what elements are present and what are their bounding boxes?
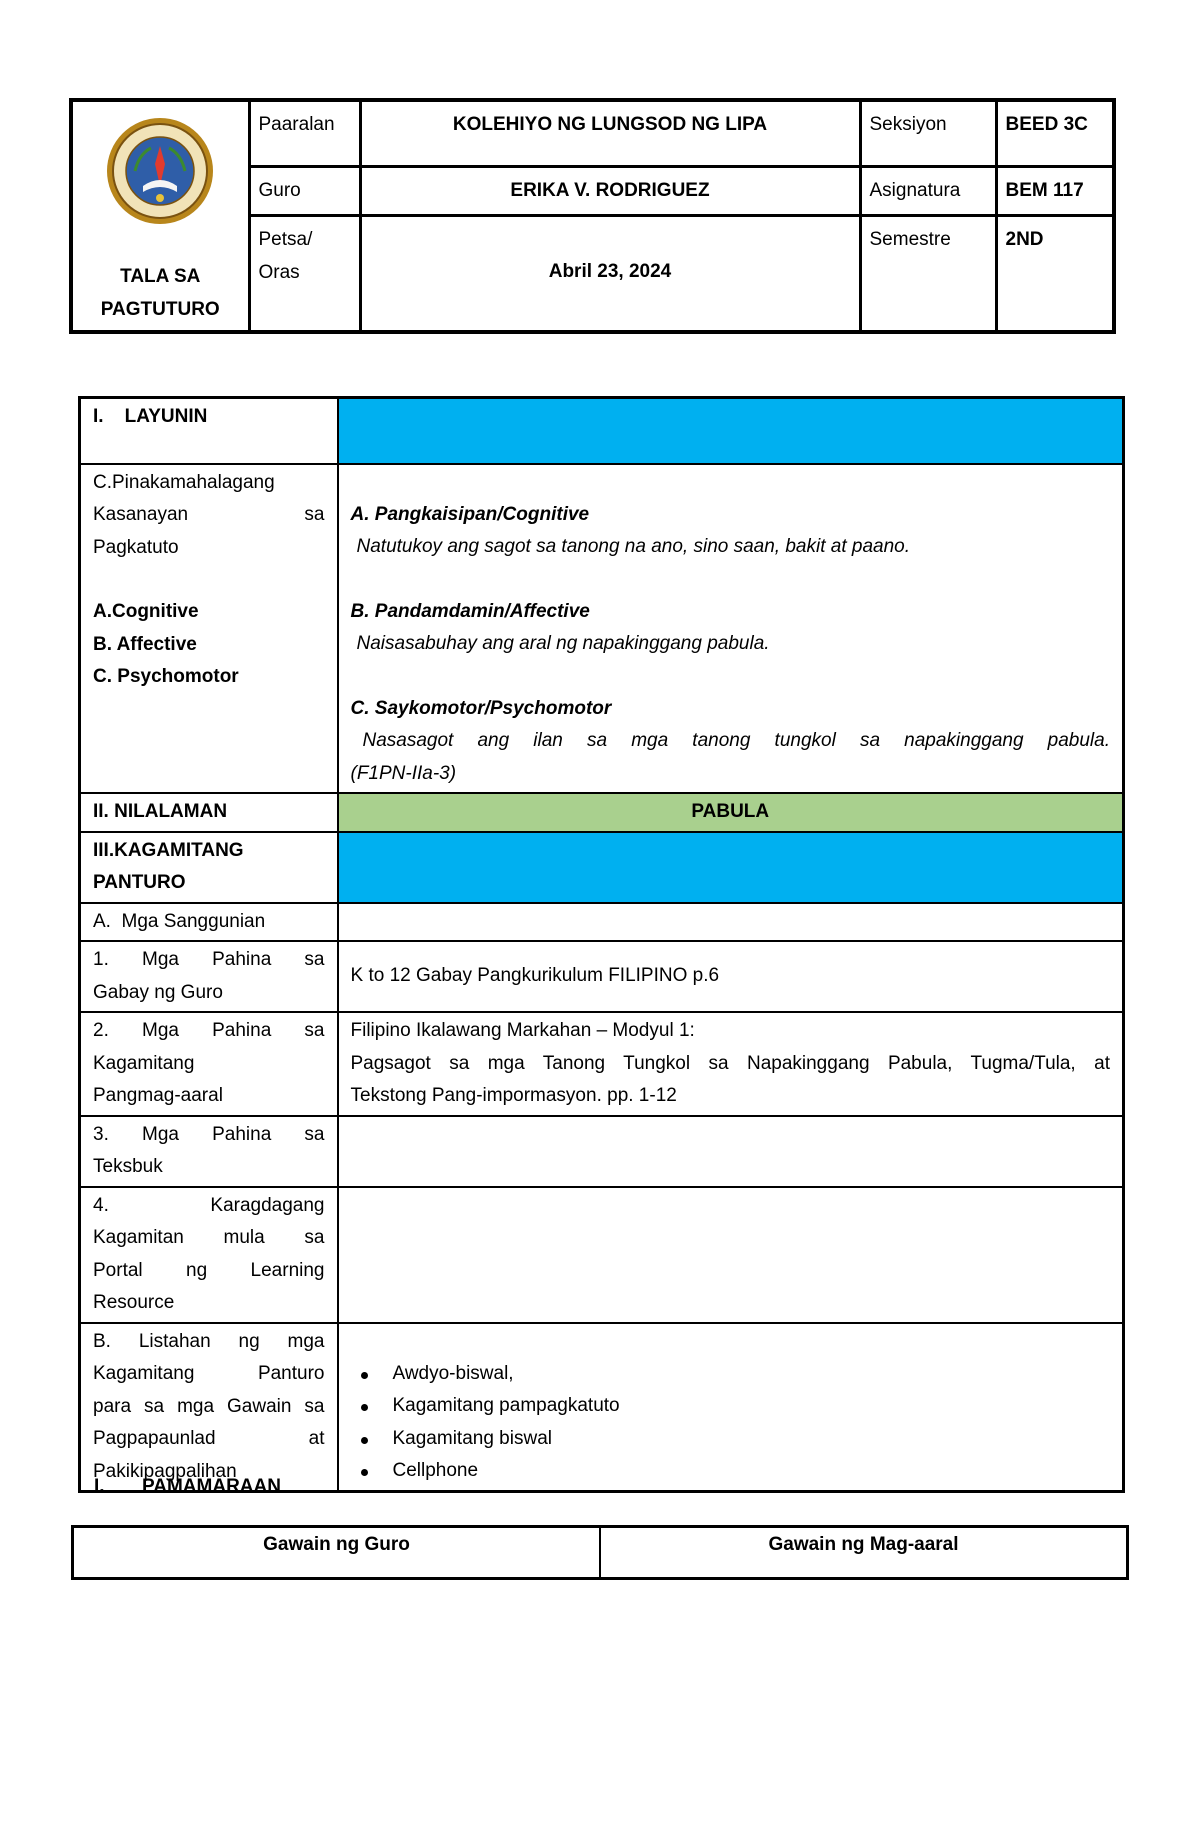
row4-left-line1: 4. Karagdagang [93, 1194, 325, 1216]
guro-value: ERIKA V. RODRIGUEZ [360, 166, 860, 215]
psychomotor-label: C. Psychomotor [93, 666, 239, 687]
cognitive-text: Natutukoy ang sagot sa tanong na ano, sino saan, bakit at paano. [356, 536, 911, 557]
seksiyon-label: Seksiyon [860, 100, 996, 166]
list-item: Awdyo-biswal, [351, 1358, 1111, 1391]
pamamaraan-heading [94, 1476, 281, 1498]
rowB-left-line3: para sa mga Gawain sa [93, 1395, 325, 1417]
left-line2a: Kasanayan [93, 504, 189, 525]
row2-left-line1: 2. Mga Pahina sa [93, 1020, 325, 1041]
row3-right [338, 1116, 1124, 1187]
list-item: Kagamitang pampagkatuto [351, 1390, 1111, 1423]
lesson-table [78, 396, 1125, 1493]
semestre-label: Semestre [860, 215, 996, 332]
rowB-right [338, 1323, 1124, 1492]
kagamitan-label-line1: III.KAGAMITANG [93, 839, 244, 861]
petsa-label-line2: Oras [258, 261, 300, 283]
rowB-left-line5: Pakikipagpalihan [93, 1460, 237, 1482]
layunin-right-cell [338, 464, 1124, 794]
seksiyon-value: BEED 3C [996, 100, 1114, 166]
sanggunian-value [338, 903, 1124, 942]
list-item: Kagamitang biswal [351, 1423, 1111, 1456]
left-line1: C.Pinakamahalagang [93, 471, 275, 493]
row1-left-line2: Gabay ng Guro [93, 981, 223, 1003]
sanggunian-label: A. Mga Sanggunian [80, 903, 338, 942]
materials-list [351, 1358, 1111, 1488]
row2-left-line3: Pangmag-aaral [93, 1085, 223, 1106]
asignatura-value: BEM 117 [996, 166, 1114, 215]
layunin-title: I. LAYUNIN [80, 398, 338, 464]
nilalaman-label: II. NILALAMAN [80, 793, 338, 832]
gawain-mag-aaral-header: Gawain ng Mag-aaral [600, 1527, 1128, 1579]
row2-right-line2: Pagsagot sa mga Tanong Tungkol sa Napakinggang Pabula, Tugma/Tula, at [350, 1052, 1110, 1074]
pamamaraan-num: I. [94, 1476, 105, 1497]
petsa-value: Abril 23, 2024 [360, 215, 860, 332]
asignatura-label: Asignatura [860, 166, 996, 215]
gawain-guro-header: Gawain ng Guro [73, 1527, 601, 1579]
affective-heading: B. Pandamdamin/Affective [350, 600, 590, 622]
row1-right: K to 12 Gabay Pangkurikulum FILIPINO p.6 [338, 941, 1124, 1012]
left-line2b: sa [304, 504, 325, 525]
row2-left [80, 1012, 338, 1116]
college-seal-icon [105, 116, 215, 226]
nilalaman-value: PABULA [338, 793, 1124, 832]
row4-left [80, 1187, 338, 1323]
row3-left [80, 1116, 338, 1187]
paaralan-label: Paaralan [249, 100, 360, 166]
row2-right-line1: Filipino Ikalawang Markahan – Modyul 1: [350, 1020, 695, 1041]
row3-left-line2: Teksbuk [93, 1156, 163, 1177]
petsa-label-line1: Petsa/ [258, 228, 313, 250]
cognitive-heading: A. Pangkaisipan/Cognitive [350, 503, 590, 525]
tala-label: TALA SA PAGTUTURO [100, 266, 220, 320]
kagamitan-blue-cell [338, 832, 1124, 903]
paaralan-value: KOLEHIYO NG LUNGSOD NG LIPA [360, 100, 860, 166]
layunin-blue-cell [338, 398, 1124, 464]
tala-sa-pagtuturo [79, 260, 242, 326]
cognitive-label: A.Cognitive [93, 601, 199, 622]
rowB-left-line4: Pagpapaunlad at [93, 1428, 325, 1449]
kagamitan-label-line2: PANTURO [93, 872, 186, 893]
row4-left-line2: Kagamitan mula sa [93, 1227, 325, 1248]
left-line3: Pagkatuto [93, 536, 179, 558]
affective-text: Naisasabuhay ang aral ng napakinggang pabula. [356, 633, 770, 654]
psychomotor-text: Nasasagot ang ilan sa mga tanong tungkol sa napakinggang pabula. [362, 730, 1110, 751]
petsa-label [249, 215, 360, 332]
rowB-left-line1: B. Listahan ng mga [93, 1330, 325, 1352]
guro-label: Guro [249, 166, 360, 215]
semestre-value: 2ND [996, 215, 1114, 332]
rowB-left-line2: Kagamitang Panturo [93, 1363, 325, 1384]
header-table [69, 98, 1116, 334]
row2-left-line2: Kagamitang [93, 1052, 195, 1074]
kagamitan-label [80, 832, 338, 903]
rowB-left [80, 1323, 338, 1492]
row2-right [338, 1012, 1124, 1116]
row2-right-line3: Tekstong Pang-impormasyon. pp. 1-12 [350, 1085, 677, 1106]
list-item: Cellphone [351, 1455, 1111, 1488]
row4-right [338, 1187, 1124, 1323]
row1-left [80, 941, 338, 1012]
left-line2 [93, 499, 325, 532]
psychomotor-heading: C. Saykomotor/Psychomotor [350, 697, 612, 719]
row4-left-line4: Resource [93, 1292, 175, 1313]
row3-left-line1: 3. Mga Pahina sa [93, 1123, 325, 1145]
affective-label: B. Affective [93, 633, 197, 655]
logo-cell [71, 100, 249, 332]
layunin-left-cell [80, 464, 338, 794]
row4-left-line3: Portal ng Learning [93, 1259, 325, 1281]
row1-left-line1: 1. Mga Pahina sa [93, 949, 325, 970]
psychomotor-code: (F1PN-IIa-3) [350, 762, 457, 784]
gawain-table [71, 1525, 1129, 1580]
pamamaraan-title: PAMAMARAAN [142, 1476, 281, 1497]
